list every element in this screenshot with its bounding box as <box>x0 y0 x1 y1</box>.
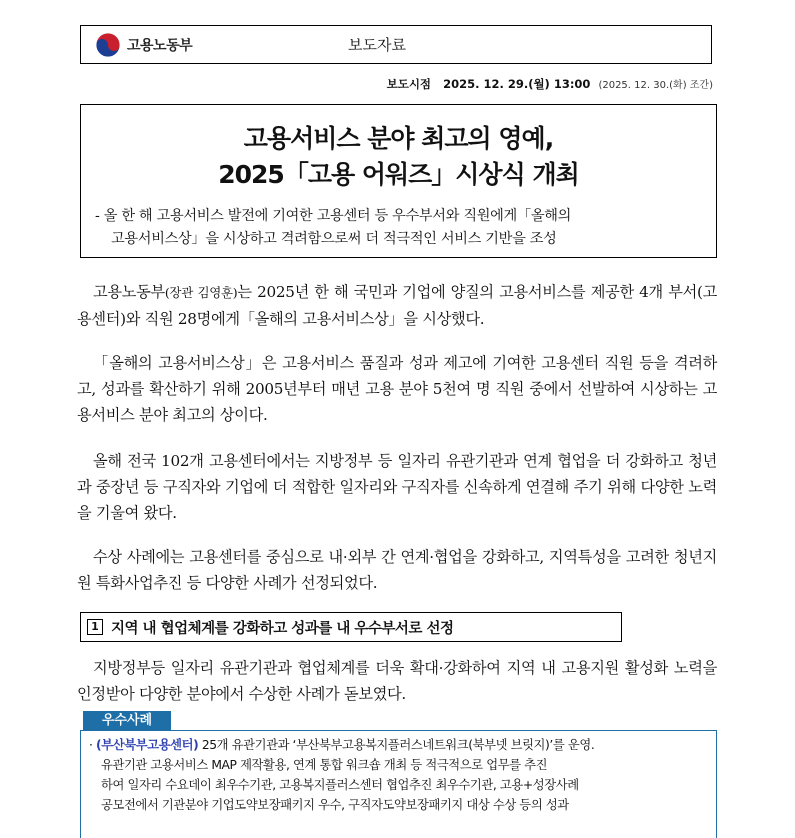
header-box <box>80 25 712 64</box>
paragraph-3 <box>77 448 717 526</box>
subtitle <box>95 205 703 251</box>
p1-minister: (장관 김영훈) <box>164 285 238 300</box>
section-number: 1 <box>87 619 103 635</box>
agency-name: 고용노동부 <box>127 38 193 54</box>
case-line-1: 25개 유관기관과 ‘부산북부고용복지플러스네트워크(북부넷 브릿지)’를 운영. <box>198 738 595 752</box>
case-text <box>89 735 709 815</box>
p1-body: 는 2025년 한 해 국민과 기업에 양질의 고용서비스를 제공한 4개 부서(고용센터)와 직원 28명에게「올해의 고용서비스상」을 시상했다. <box>77 283 717 328</box>
section-heading <box>80 612 622 642</box>
paragraph-1 <box>77 279 717 332</box>
p2-body: 「올해의 고용서비스상」은 고용서비스 품질과 성과 제고에 기여한 고용센터 직원 등을 격려하고, 성과를 확산하기 위해 2005년부터 매년 고용 분야 5천여 명 직원 중에서 선발하여 시상하는 고용서비스 분야 최고의 상이다. <box>77 354 717 424</box>
case-line-2: 유관기관 고용서비스 MAP 제작활용, 연계 통합 워크숍 개최 등 적극적으로 업무를 추진 <box>101 758 548 772</box>
subtitle-line-2: 고용서비스상」을 시상하고 격려함으로써 더 적극적인 서비스 기반을 조성 <box>111 231 557 247</box>
paragraph-2 <box>77 350 717 428</box>
paragraph-5 <box>77 655 717 707</box>
release-label: 보도시점 <box>386 77 432 91</box>
p5-body: 지방정부등 일자리 유관기관과 협업체계를 더욱 확대·강화하여 지역 내 고용지원 활성화 노력을 인정받아 다양한 분야에서 수상한 사례가 돋보였다. <box>77 659 717 703</box>
title-box <box>80 104 717 258</box>
release-datetime: 2025. 12. 29.(월) 13:00 <box>443 77 591 91</box>
p4-body: 수상 사례에는 고용센터를 중심으로 내·외부 간 연계·협업을 강화하고, 지역특성을 고려한 청년지원 특화사업추진 등 다양한 사례가 선정되었다. <box>77 548 717 592</box>
case-line-3: 하여 일자리 수요데이 최우수기관, 고용복지플러스센터 협업추진 최우수기관, 고용+성장사례 <box>101 778 579 792</box>
release-sub: (2025. 12. 30.(화) 조간) <box>598 80 713 91</box>
section-title: 지역 내 협업체계를 강화하고 성과를 내 우수부서로 선정 <box>111 621 454 637</box>
doc-type: 보도자료 <box>348 36 406 54</box>
p3-body: 올해 전국 102개 고용센터에서는 지방정부 등 일자리 유관기관과 연계 협업을 더 강화하고 청년과 중장년 등 구직자와 기업에 더 적합한 일자리와 구직자를 신속하게 연결해 주기 위해 다양한 노력을 기울여 왔다. <box>77 452 717 522</box>
title-line-1: 고용서비스 분야 최고의 영예, <box>243 124 554 153</box>
release-time <box>387 76 713 92</box>
p1-agency: 고용노동부 <box>93 283 165 301</box>
case-tag: 우수사례 <box>83 711 171 731</box>
case-line-4: 공모전에서 기관분야 기업도약보장패키지 우수, 구직자도약보장패키지 대상 수상 등의 성과 <box>101 798 569 812</box>
case-bullet: · <box>89 738 93 752</box>
government-logo-icon <box>95 32 121 58</box>
case-box <box>80 730 717 838</box>
paragraph-4 <box>77 544 717 596</box>
subtitle-line-1: - 올 한 해 고용서비스 발전에 기여한 고용센터 등 우수부서와 직원에게「올해의 <box>95 208 572 224</box>
case-highlight: (부산북부고용센터) <box>96 738 199 752</box>
title-line-2: 2025「고용 어워즈」시상식 개최 <box>218 160 579 189</box>
